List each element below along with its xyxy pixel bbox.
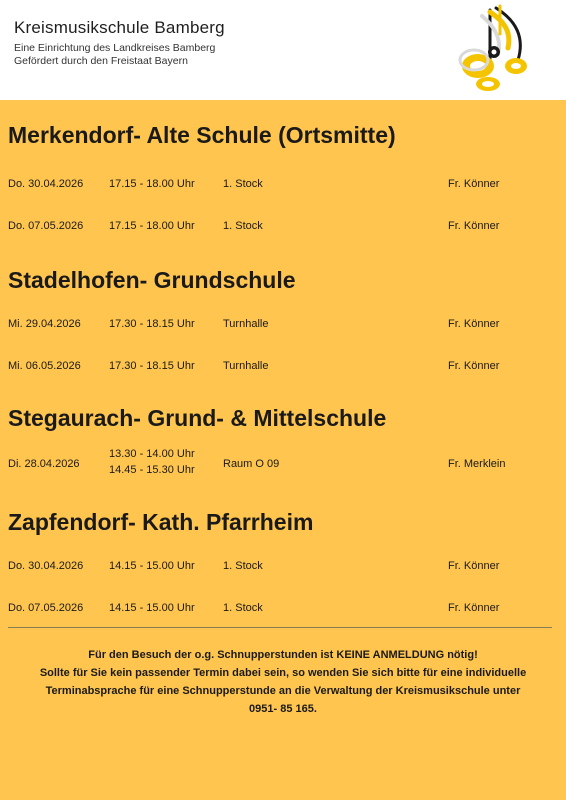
row-time: 14.15 - 15.00 Uhr (109, 560, 195, 572)
row-teacher: Fr. Könner (448, 560, 500, 572)
row-time: 17.15 - 18.00 Uhr (109, 220, 195, 232)
divider (8, 627, 552, 628)
row-date: Do. 30.04.2026 (8, 560, 84, 572)
notice-line-3: Terminabsprache für eine Schnupperstunde an die Verwaltung der Kreismusikschule unter (45, 685, 521, 697)
table-row (0, 560, 566, 580)
org-subtitle-2: Gefördert durch den Freistaat Bayern (14, 55, 188, 67)
notice-line-2: Sollte für Sie kein passender Termin dabei sein, so wenden Sie sich bitte für eine individuelle (39, 667, 527, 679)
row-room: 1. Stock (223, 178, 263, 190)
row-date: Mi. 06.05.2026 (8, 360, 81, 372)
section-title: Stegaurach- Grund- & Mittelschule (8, 405, 387, 431)
row-teacher: Fr. Könner (448, 602, 500, 614)
row-room: Turnhalle (223, 318, 269, 330)
row-room: 1. Stock (223, 602, 263, 614)
section-title: Zapfendorf- Kath. Pfarrheim (8, 509, 314, 535)
table-row (0, 220, 566, 240)
table-row (0, 318, 566, 338)
section-title: Stadelhofen- Grundschule (8, 267, 296, 293)
row-room: 1. Stock (223, 560, 263, 572)
table-row (0, 602, 566, 622)
row-time: 17.30 - 18.15 Uhr (109, 318, 195, 330)
table-row (0, 448, 566, 484)
org-subtitle-1: Eine Einrichtung des Landkreises Bamberg (14, 42, 216, 54)
row-time: 17.30 - 18.15 Uhr (109, 360, 195, 372)
row-teacher: Fr. Könner (448, 178, 500, 190)
row-date: Di. 28.04.2026 (8, 458, 80, 470)
notice-line-4: 0951- 85 165. (249, 703, 317, 715)
notice (0, 646, 566, 718)
row-room: 1. Stock (223, 220, 263, 232)
row-time: 13.30 - 14.00 Uhr (109, 448, 195, 460)
row-time: 17.15 - 18.00 Uhr (109, 178, 195, 190)
row-date: Do. 07.05.2026 (8, 220, 84, 232)
row-room: Raum O 09 (223, 458, 280, 470)
row-teacher: Fr. Könner (448, 318, 500, 330)
notice-line-1: Für den Besuch der o.g. Schnupperstunden ist KEINE ANMELDUNG nötig! (88, 649, 478, 661)
table-row (0, 178, 566, 198)
music-note-logo-icon (452, 4, 530, 96)
row-time: 14.15 - 15.00 Uhr (109, 602, 195, 614)
table-row (0, 360, 566, 380)
row-date: Do. 07.05.2026 (8, 602, 84, 614)
row-date: Mi. 29.04.2026 (8, 318, 81, 330)
section-title: Merkendorf- Alte Schule (Ortsmitte) (8, 122, 396, 148)
org-title: Kreismusikschule Bamberg (14, 18, 225, 37)
row-room: Turnhalle (223, 360, 269, 372)
row-teacher: Fr. Könner (448, 220, 500, 232)
row-date: Do. 30.04.2026 (8, 178, 84, 190)
header (0, 0, 566, 100)
row-time-2: 14.45 - 15.30 Uhr (109, 464, 195, 476)
row-teacher: Fr. Könner (448, 360, 500, 372)
row-teacher: Fr. Merklein (448, 458, 506, 470)
